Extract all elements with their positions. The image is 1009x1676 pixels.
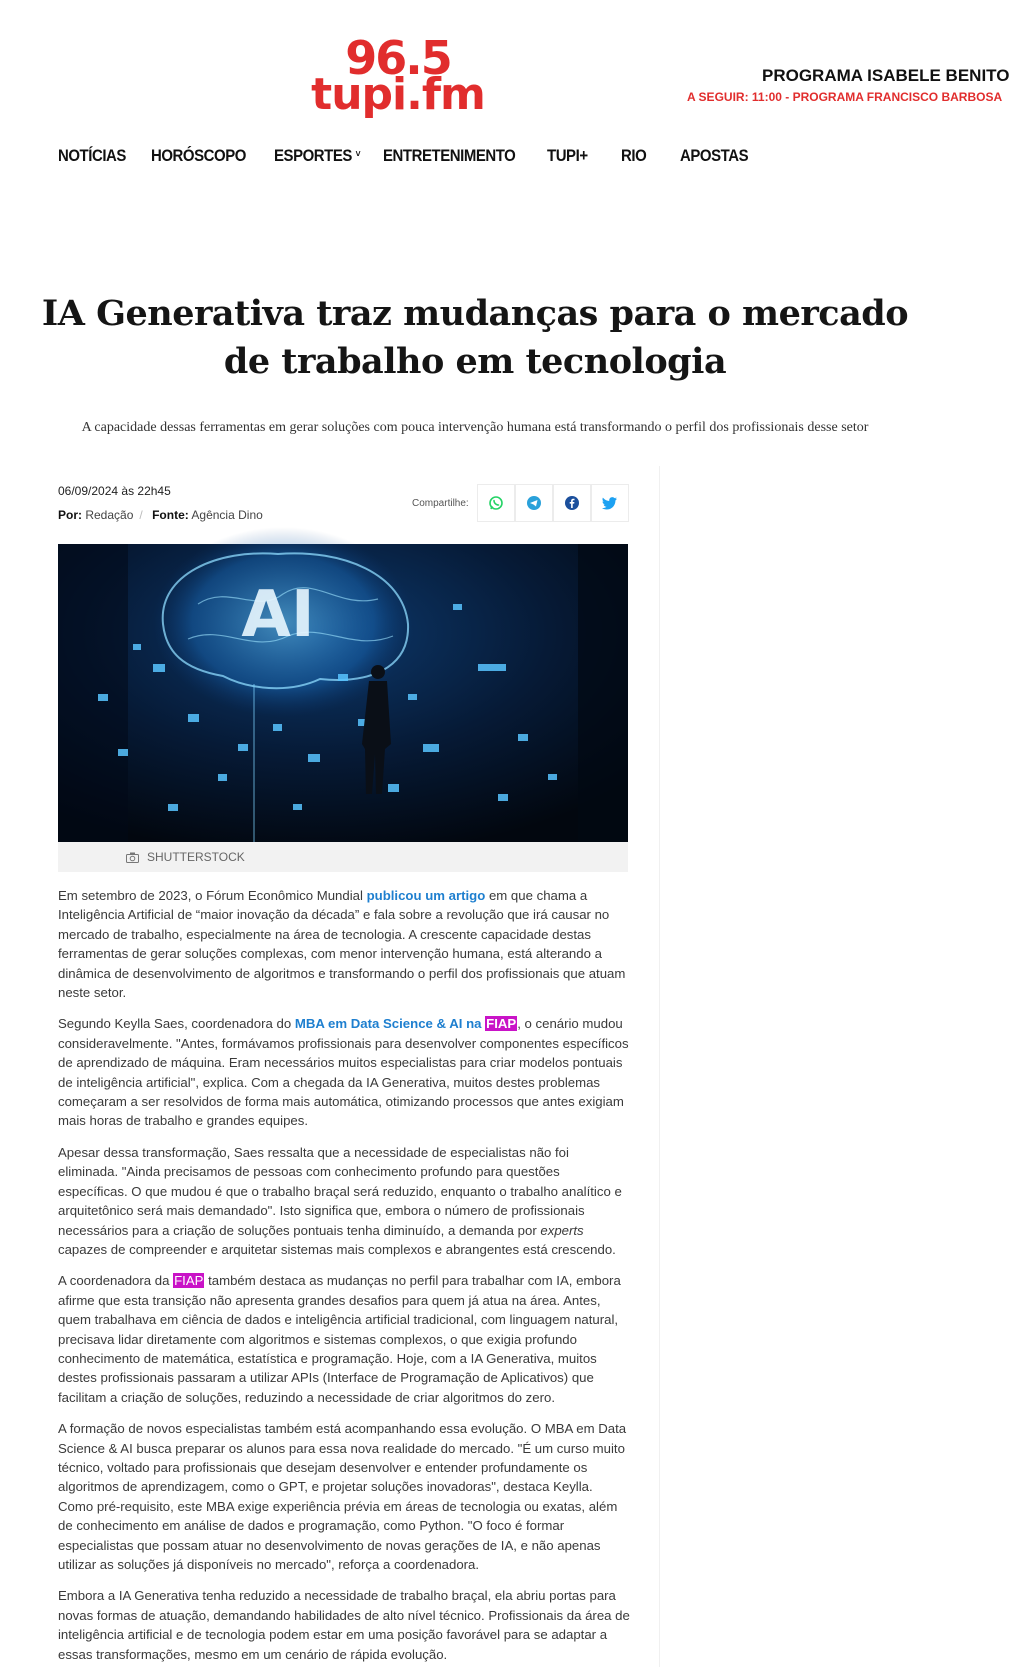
paragraph-2 [58,1014,630,1130]
logo-name: tupi.fm [311,69,485,121]
paragraph-3 [58,1143,630,1259]
text-run: também destaca as mudanças no perfil para trabalhar com IA, embora afirme que esta transição não apresenta grandes desafios para quem já atua na área. Antes, quem trabalhava em ciência de dados e inteligência artificial tradicional, com linguagem natural, precisava lidar diretamente com algoritmos e sistemas complexos, o que exigia profundo conhecimento de matemática, estatística e programação. Hoje, com a IA Generativa, muitos destes profissionais passaram a utilizar APIs (Interface de Programação de Aplicativos) que facilitam a criação de soluções, reduzindo a necessidade de criar algoritmos do zero. [58,1273,621,1405]
share-facebook-button[interactable] [553,484,591,522]
current-program: PROGRAMA ISABELE BENITO [762,66,1009,85]
text-run: capazes de compreender e arquitetar sistemas mais complexos e abrangentes está crescendo. [58,1241,616,1257]
link-text: MBA em Data Science & AI na [294,1016,486,1032]
nav-label: RIO [621,146,647,165]
text-run: Apesar dessa transformação, Saes ressalta que a necessidade de especialistas não foi eliminada. "Ainda precisamos de pessoas com conhecimento profundo para questões específicas. O que mudou é que o trabalho braçal será reduzido, enquanto o trabalho analítico e arquitetônico será mais demandado". Isto significa que, embora o número de profissionais necessários para a criação de soluções pontuais tenha diminuído, a demanda por [58,1144,622,1238]
now-playing [640,66,1009,104]
twitter-icon [602,495,618,511]
byline [58,508,263,522]
text-run: em que chama a Inteligência Artificial de “maior inovação da década” e fala sobre a revolução que irá causar no mercado de trabalho, especialmente na área de tecnologia. A crescente capacidade destas ferramentas de gerar soluções complexas, com menor intervenção humana, está alterando a dinâmica de desenvolvimento de algoritmos e transformando o perfil dos profissionais que atuam neste setor. [58,888,626,1001]
paragraph-1 [58,886,630,1002]
logo-frequency: 96.5 [345,31,451,85]
text-run: Segundo Keylla Saes, coordenadora do [58,1016,295,1032]
article-hero-image[interactable] [58,544,628,842]
source-name: Agência Dino [191,508,263,522]
share-whatsapp-button[interactable] [477,484,515,522]
highlight-fiap: FIAP [486,1016,517,1032]
byline-divider: / [139,508,143,522]
nav-item-esportes[interactable] [274,146,370,166]
source-label: Fonte: [152,508,189,522]
chevron-down-icon: ˅ [355,149,361,160]
nav-label: ESPORTES [274,146,352,165]
nav-item-horoscopo[interactable] [151,146,259,166]
article-subtitle: A capacidade dessas ferramentas em gerar soluções com pouca intervenção humana está transformando o perfil dos profissionais desse setor [81,420,869,435]
paragraph-6: Embora a IA Generativa tenha reduzido a necessidade de trabalho braçal, ela abriu portas para novas formas de atuação, demandando habilidades de alto nível técnico. Profissionais da área de inteligência artificial e de tecnologia podem estar em uma posição favorável para se adaptar a essas transformações, mesmo em um cenário de rápida evolução. [58,1588,630,1662]
next-program: A SEGUIR: 11:00 - PROGRAMA FRANCISCO BARBOSA [687,90,1003,104]
link-artigo-forum[interactable]: publicou um artigo [366,888,486,903]
article-column [0,466,660,1667]
publish-date: 06/09/2024 às 22h45 [58,484,171,498]
article-body [58,886,630,1676]
author-name: Redação [85,508,134,522]
image-caption [58,842,628,872]
site-logo[interactable] [308,31,488,121]
paragraph-4 [58,1271,630,1407]
nav-item-entretenimento[interactable] [383,146,527,166]
telegram-icon [526,495,542,511]
nav-label: HORÓSCOPO [151,146,246,165]
nav-item-rio[interactable] [621,146,673,166]
main-nav [58,146,760,166]
nav-label: ENTRETENIMENTO [383,146,516,165]
text-run: A coordenadora da [58,1273,174,1289]
link-mba-fiap[interactable] [295,1016,517,1031]
share-label: Compartilhe: [412,497,469,509]
nav-item-tupi-plus[interactable] [547,146,612,166]
facebook-icon [564,495,580,511]
emphasis-experts: experts [540,1222,584,1238]
nav-label: APOSTAS [680,146,749,165]
highlight-fiap: FIAP [174,1273,204,1289]
text-run: , o cenário mudou consideravelmente. "Antes, formávamos profissionais para desenvolver componentes específicos de aprendizado de máquina. Eram necessários muitos especialistas para criar modelos pontuais de inteligência artificial", explica. Com a chegada da IA Generativa, muitos destes problemas começaram a ser resolvidos de forma mais automática, otimizando processos que antes exigiam mais horas de trabalho e grandes equipes. [58,1016,629,1129]
text-run: Em setembro de 2023, o Fórum Econômico Mundial [58,888,367,903]
share-twitter-button[interactable] [591,484,629,522]
nav-label: NOTÍCIAS [58,146,126,165]
nav-item-noticias[interactable] [58,146,140,166]
share-bar [412,484,629,522]
hero-ai-text: AI [241,578,315,652]
author-label: Por: [58,508,82,522]
whatsapp-icon [488,495,504,511]
article-title: IA Generativa traz mudanças para o mercado de trabalho em tecnologia [41,293,909,382]
nav-item-apostas[interactable] [680,146,750,166]
image-credit: SHUTTERSTOCK [147,850,245,864]
share-telegram-button[interactable] [515,484,553,522]
article-figure [58,544,628,872]
camera-icon [126,852,139,863]
nav-label: TUPI+ [547,146,588,165]
paragraph-5: A formação de novos especialistas também está acompanhando essa evolução. O MBA em Data Science & AI busca preparar os alunos para essa nova realidade do mercado. "É um curso muito técnico, voltado para profissionais que desejam desenvolver e entender profundamente os algoritmos de aprendizagem, como o GPT, e projetar soluções inovadoras", destaca Keylla. Como pré-requisito, este MBA exige experiência prévia em áreas de tecnologia ou exatas, além de conhecimento em análise de dados e programação, como Python. "O foco é formar especialistas que possam atuar no desenvolvimento de novas gerações de IA, e não apenas utilizar as soluções já disponíveis no mercado", reforça a coordenadora. [58,1421,627,1572]
